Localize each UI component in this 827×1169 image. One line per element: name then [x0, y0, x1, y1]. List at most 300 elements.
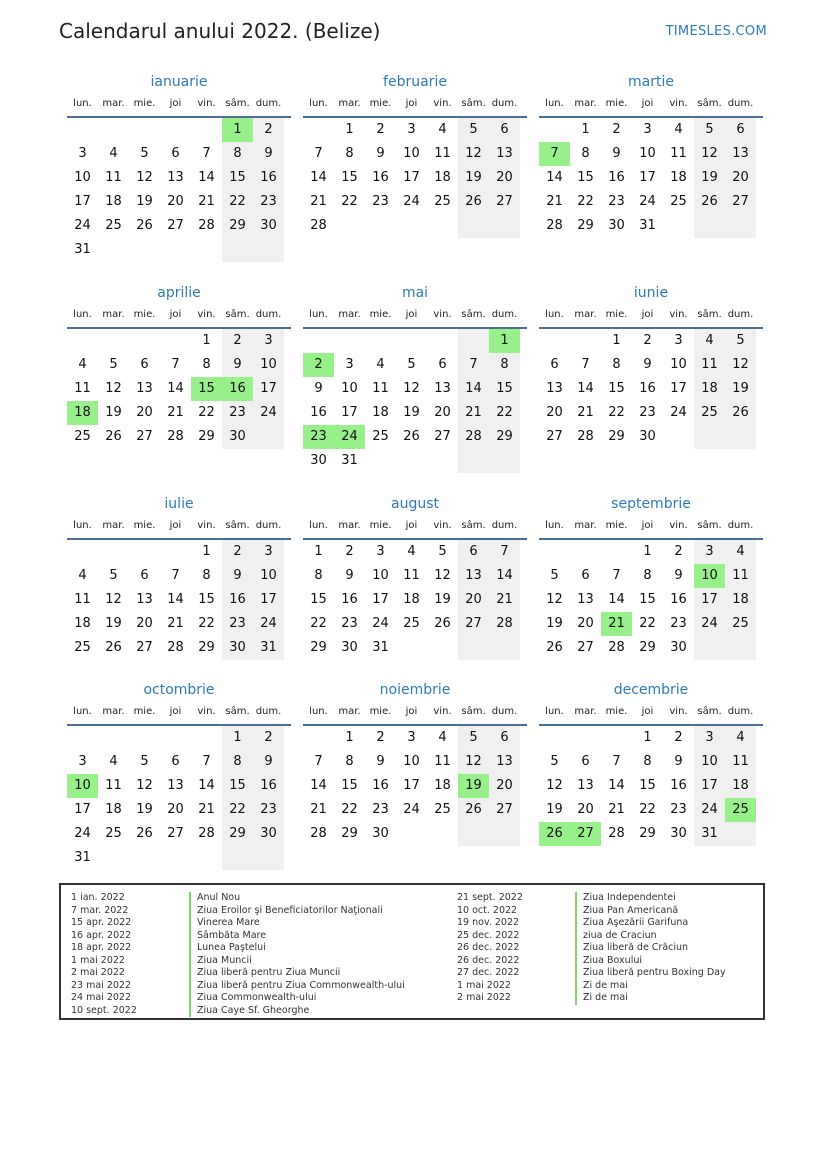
day-cell: 29 — [222, 822, 253, 846]
weekday-label: mar. — [574, 520, 597, 531]
day-cell: 25 — [403, 616, 420, 631]
day-cell: 23 — [670, 802, 687, 817]
holiday-date: 10 sept. 2022 — [71, 1004, 137, 1016]
day-cell: 19 — [694, 166, 725, 190]
day-cell: 8 — [314, 568, 323, 583]
weekday-label: sâm. — [225, 309, 250, 320]
day-cell: 13 — [489, 142, 520, 166]
day-cell: 8 — [612, 357, 621, 372]
month-name: octombrie — [143, 682, 215, 698]
weekday-label: sâm. — [697, 706, 722, 717]
day-cell: 2 — [674, 730, 683, 745]
holiday-date: 26 dec. 2022 — [457, 954, 520, 966]
day-cell: 23 — [222, 401, 253, 425]
day-cell: 31 — [694, 822, 725, 846]
day-cell: 9 — [674, 568, 683, 583]
empty-day-cell — [160, 846, 191, 870]
weekday-label: sâm. — [461, 309, 486, 320]
day-cell: 24 — [403, 802, 420, 817]
holiday-date: 1 mai 2022 — [457, 979, 511, 991]
holiday-name: Zi de mai — [575, 992, 628, 1005]
empty-day-cell — [458, 449, 489, 473]
day-cell: 11 — [403, 568, 420, 583]
day-cell: 25 — [74, 429, 91, 444]
day-cell: 22 — [489, 401, 520, 425]
day-cell: 16 — [222, 588, 253, 612]
day-cell: 4 — [78, 357, 87, 372]
day-cell: 22 — [198, 616, 215, 631]
empty-day-cell — [129, 118, 160, 142]
day-cell: 14 — [489, 564, 520, 588]
legend-row — [71, 930, 405, 943]
legend-column-left — [71, 892, 405, 1017]
days-grid — [539, 540, 763, 660]
empty-day-cell — [253, 425, 284, 449]
day-cell: 19 — [434, 592, 451, 607]
day-cell: 5 — [694, 118, 725, 142]
holiday-legend — [59, 883, 765, 1020]
legend-row — [457, 980, 726, 993]
day-cell: 26 — [403, 429, 420, 444]
day-cell: 11 — [105, 170, 122, 185]
day-cell: 7 — [612, 568, 621, 583]
empty-day-cell — [663, 214, 694, 238]
day-cell: 21 — [608, 802, 625, 817]
empty-day-cell — [160, 118, 191, 142]
day-cell: 30 — [372, 826, 389, 841]
days-grid — [539, 118, 763, 238]
weekday-label: mie. — [369, 309, 392, 320]
day-cell: 4 — [407, 544, 416, 559]
day-cell: 30 — [608, 218, 625, 233]
day-cell: 2 — [222, 540, 253, 564]
legend-row — [71, 917, 405, 930]
weekday-label: joi — [405, 98, 418, 109]
day-cell: 30 — [253, 822, 284, 846]
empty-day-cell — [191, 238, 222, 262]
empty-day-cell — [160, 238, 191, 262]
empty-day-cell — [160, 329, 191, 353]
day-cell: 5 — [458, 726, 489, 750]
day-cell: 16 — [341, 592, 358, 607]
day-cell: 29 — [577, 218, 594, 233]
weekday-label: vin. — [669, 309, 688, 320]
day-cell: 14 — [310, 170, 327, 185]
day-cell: 18 — [725, 774, 756, 798]
day-cell: 26 — [458, 190, 489, 214]
weekday-label: sâm. — [461, 98, 486, 109]
day-cell: 28 — [167, 640, 184, 655]
day-cell: 28 — [167, 429, 184, 444]
legend-row — [71, 942, 405, 955]
day-cell: 17 — [639, 170, 656, 185]
holiday-date: 25 dec. 2022 — [457, 929, 520, 941]
day-cell: 8 — [222, 142, 253, 166]
day-cell: 2 — [376, 122, 385, 137]
day-cell: 31 — [639, 218, 656, 233]
day-cell: 9 — [376, 754, 385, 769]
days-grid — [303, 329, 527, 473]
day-cell: 14 — [577, 381, 594, 396]
holiday-name: Ziua liberă de Crăciun — [575, 942, 688, 955]
days-grid — [539, 726, 763, 846]
day-cell: 30 — [639, 429, 656, 444]
day-cell: 17 — [74, 194, 91, 209]
day-cell: 27 — [167, 826, 184, 841]
day-cell: 11 — [694, 353, 725, 377]
day-cell: 2 — [674, 544, 683, 559]
weekday-label: vin. — [669, 520, 688, 531]
empty-day-cell — [129, 329, 160, 353]
empty-day-cell — [98, 329, 129, 353]
day-cell: 20 — [458, 588, 489, 612]
legend-column-right — [457, 892, 726, 1005]
day-cell: 1 — [643, 730, 652, 745]
day-cell: 15 — [198, 592, 215, 607]
empty-day-cell — [539, 118, 570, 142]
weekday-label: mar. — [102, 706, 125, 717]
holiday-name: ziua de Craciun — [575, 930, 657, 943]
empty-day-cell — [458, 214, 489, 238]
weekday-label: mie. — [369, 98, 392, 109]
weekday-label: dum. — [491, 706, 518, 717]
day-cell: 13 — [546, 381, 563, 396]
day-cell: 18 — [105, 802, 122, 817]
day-cell: 21 — [546, 194, 563, 209]
holiday-date: 7 mar. 2022 — [71, 904, 129, 916]
day-cell: 25 — [74, 640, 91, 655]
holiday-name: Ziua Aşezării Garifuna — [575, 917, 688, 930]
day-cell: 5 — [407, 357, 416, 372]
holiday-day-cell: 10 — [694, 564, 725, 588]
weekday-label: sâm. — [697, 520, 722, 531]
day-cell: 23 — [639, 405, 656, 420]
day-cell: 31 — [372, 640, 389, 655]
day-cell: 4 — [674, 122, 683, 137]
day-cell: 10 — [253, 564, 284, 588]
legend-row — [71, 980, 405, 993]
weekday-label: mie. — [133, 309, 156, 320]
days-grid — [67, 329, 291, 449]
days-grid — [303, 726, 527, 846]
day-cell: 31 — [253, 636, 284, 660]
day-cell: 29 — [489, 425, 520, 449]
empty-day-cell — [539, 329, 570, 353]
holiday-date: 26 dec. 2022 — [457, 942, 520, 953]
day-cell: 12 — [694, 142, 725, 166]
day-cell: 18 — [403, 592, 420, 607]
weekday-label: mie. — [133, 98, 156, 109]
day-cell: 18 — [694, 377, 725, 401]
empty-day-cell — [458, 636, 489, 660]
day-cell: 6 — [581, 568, 590, 583]
empty-day-cell — [303, 726, 334, 750]
weekday-label: mie. — [605, 98, 628, 109]
weekday-header — [67, 516, 291, 540]
day-cell: 7 — [612, 754, 621, 769]
day-cell: 18 — [372, 405, 389, 420]
holiday-day-cell: 24 — [334, 425, 365, 449]
day-cell: 18 — [670, 170, 687, 185]
day-cell: 7 — [489, 540, 520, 564]
day-cell: 30 — [222, 425, 253, 449]
empty-day-cell — [303, 118, 334, 142]
weekday-header — [539, 516, 763, 540]
day-cell: 24 — [639, 194, 656, 209]
day-cell: 12 — [546, 778, 563, 793]
holiday-day-cell: 23 — [303, 425, 334, 449]
empty-day-cell — [570, 726, 601, 750]
day-cell: 1 — [345, 122, 354, 137]
day-cell: 17 — [670, 381, 687, 396]
empty-day-cell — [98, 540, 129, 564]
empty-day-cell — [396, 329, 427, 353]
day-cell: 15 — [341, 778, 358, 793]
day-cell: 24 — [694, 798, 725, 822]
empty-day-cell — [427, 214, 458, 238]
day-cell: 10 — [639, 146, 656, 161]
day-cell: 12 — [105, 381, 122, 396]
day-cell: 15 — [577, 170, 594, 185]
weekday-header — [303, 516, 527, 540]
day-cell: 19 — [105, 616, 122, 631]
day-cell: 14 — [167, 592, 184, 607]
legend-row — [457, 905, 726, 918]
day-cell: 29 — [310, 640, 327, 655]
day-cell: 7 — [202, 146, 211, 161]
month-mai — [303, 283, 527, 473]
day-cell: 28 — [198, 218, 215, 233]
day-cell: 4 — [725, 726, 756, 750]
days-grid — [303, 118, 527, 238]
day-cell: 17 — [341, 405, 358, 420]
holiday-date: 15 apr. 2022 — [71, 917, 132, 928]
day-cell: 13 — [167, 170, 184, 185]
day-cell: 16 — [372, 778, 389, 793]
empty-day-cell — [129, 846, 160, 870]
empty-day-cell — [334, 214, 365, 238]
day-cell: 6 — [140, 357, 149, 372]
day-cell: 6 — [438, 357, 447, 372]
day-cell: 20 — [489, 774, 520, 798]
day-cell: 10 — [74, 170, 91, 185]
holiday-name: Ziua liberă pentru Boxing Day — [575, 967, 726, 980]
weekday-label: lun. — [73, 98, 92, 109]
day-cell: 22 — [222, 190, 253, 214]
weekday-label: dum. — [727, 520, 754, 531]
empty-day-cell — [222, 238, 253, 262]
day-cell: 20 — [434, 405, 451, 420]
empty-day-cell — [570, 540, 601, 564]
day-cell: 8 — [643, 568, 652, 583]
month-ianuarie — [67, 72, 291, 262]
site-link[interactable]: TIMESLES.COM — [665, 24, 767, 39]
holiday-name: Ziua Muncii — [189, 955, 252, 968]
weekday-label: mie. — [605, 520, 628, 531]
weekday-label: joi — [169, 520, 182, 531]
month-name: august — [391, 496, 439, 512]
empty-day-cell — [396, 636, 427, 660]
days-grid — [67, 540, 291, 660]
legend-row — [71, 1005, 405, 1018]
day-cell: 8 — [643, 754, 652, 769]
empty-day-cell — [253, 238, 284, 262]
weekday-label: vin. — [197, 98, 216, 109]
holiday-day-cell: 21 — [601, 612, 632, 636]
day-cell: 26 — [458, 798, 489, 822]
empty-day-cell — [663, 425, 694, 449]
day-cell: 3 — [253, 329, 284, 353]
day-cell: 7 — [458, 353, 489, 377]
holiday-day-cell: 2 — [303, 353, 334, 377]
day-cell: 13 — [489, 750, 520, 774]
day-cell: 27 — [136, 640, 153, 655]
day-cell: 5 — [725, 329, 756, 353]
day-cell: 15 — [222, 166, 253, 190]
empty-day-cell — [396, 214, 427, 238]
empty-day-cell — [303, 329, 334, 353]
day-cell: 16 — [372, 170, 389, 185]
weekday-label: mie. — [605, 706, 628, 717]
weekday-label: mie. — [133, 520, 156, 531]
day-cell: 16 — [639, 381, 656, 396]
weekday-header — [303, 702, 527, 726]
empty-day-cell — [191, 726, 222, 750]
weekday-header — [539, 702, 763, 726]
day-cell: 21 — [198, 802, 215, 817]
day-cell: 20 — [725, 166, 756, 190]
day-cell: 21 — [310, 802, 327, 817]
month-name: septembrie — [611, 496, 691, 512]
day-cell: 2 — [376, 730, 385, 745]
empty-day-cell — [601, 540, 632, 564]
day-cell: 20 — [136, 405, 153, 420]
weekday-label: joi — [169, 98, 182, 109]
page-title: Calendarul anului 2022. (Belize) — [59, 19, 381, 43]
day-cell: 27 — [489, 798, 520, 822]
weekday-label: dum. — [727, 98, 754, 109]
empty-day-cell — [694, 214, 725, 238]
weekday-label: dum. — [727, 309, 754, 320]
holiday-name: Vinerea Mare — [189, 917, 260, 930]
day-cell: 1 — [222, 726, 253, 750]
day-cell: 19 — [403, 405, 420, 420]
day-cell: 3 — [376, 544, 385, 559]
day-cell: 26 — [105, 640, 122, 655]
holiday-day-cell: 1 — [489, 329, 520, 353]
empty-day-cell — [570, 329, 601, 353]
day-cell: 6 — [171, 146, 180, 161]
day-cell: 29 — [198, 640, 215, 655]
empty-day-cell — [365, 449, 396, 473]
day-cell: 20 — [489, 166, 520, 190]
holiday-date: 24 mai 2022 — [71, 992, 132, 1003]
day-cell: 20 — [167, 802, 184, 817]
day-cell: 22 — [341, 802, 358, 817]
day-cell: 2 — [253, 118, 284, 142]
day-cell: 28 — [458, 425, 489, 449]
empty-day-cell — [129, 540, 160, 564]
legend-row — [71, 955, 405, 968]
day-cell: 25 — [105, 218, 122, 233]
day-cell: 3 — [407, 122, 416, 137]
month-name: februarie — [383, 74, 447, 90]
holiday-name: Ziua Commonwealth-ului — [189, 992, 316, 1005]
day-cell: 15 — [608, 381, 625, 396]
day-cell: 9 — [376, 146, 385, 161]
weekday-label: lun. — [545, 706, 564, 717]
day-cell: 12 — [136, 778, 153, 793]
month-aprilie — [67, 283, 291, 449]
weekday-label: mar. — [338, 98, 361, 109]
weekday-label: lun. — [309, 520, 328, 531]
day-cell: 31 — [74, 850, 91, 865]
day-cell: 1 — [202, 333, 211, 348]
day-cell: 23 — [670, 616, 687, 631]
weekday-header — [303, 94, 527, 118]
day-cell: 1 — [345, 730, 354, 745]
empty-day-cell — [67, 329, 98, 353]
day-cell: 9 — [222, 564, 253, 588]
day-cell: 25 — [434, 194, 451, 209]
legend-row — [457, 917, 726, 930]
month-name: iulie — [164, 496, 194, 512]
month-name: aprilie — [157, 285, 201, 301]
weekday-label: vin. — [669, 98, 688, 109]
holiday-date: 1 mai 2022 — [71, 954, 125, 966]
day-cell: 16 — [608, 170, 625, 185]
day-cell: 6 — [140, 568, 149, 583]
day-cell: 30 — [310, 453, 327, 468]
weekday-label: dum. — [491, 309, 518, 320]
day-cell: 23 — [341, 616, 358, 631]
day-cell: 28 — [489, 612, 520, 636]
day-cell: 3 — [253, 540, 284, 564]
weekday-label: mar. — [574, 309, 597, 320]
holiday-name: Ziua Independentei — [575, 892, 676, 905]
day-cell: 2 — [222, 329, 253, 353]
weekday-label: vin. — [669, 706, 688, 717]
legend-row — [71, 892, 405, 905]
day-cell: 17 — [372, 592, 389, 607]
month-iulie — [67, 494, 291, 660]
weekday-header — [303, 305, 527, 329]
day-cell: 2 — [643, 333, 652, 348]
day-cell: 19 — [458, 166, 489, 190]
day-cell: 13 — [167, 778, 184, 793]
legend-row — [71, 992, 405, 1005]
day-cell: 28 — [608, 640, 625, 655]
weekday-label: lun. — [545, 98, 564, 109]
day-cell: 20 — [577, 802, 594, 817]
empty-day-cell — [458, 329, 489, 353]
weekday-label: vin. — [197, 309, 216, 320]
day-cell: 22 — [341, 194, 358, 209]
day-cell: 21 — [167, 616, 184, 631]
weekday-label: joi — [405, 520, 418, 531]
month-martie — [539, 72, 763, 238]
day-cell: 22 — [310, 616, 327, 631]
day-cell: 3 — [694, 726, 725, 750]
empty-day-cell — [539, 540, 570, 564]
weekday-label: vin. — [433, 520, 452, 531]
weekday-header — [67, 702, 291, 726]
day-cell: 27 — [167, 218, 184, 233]
weekday-label: sâm. — [225, 98, 250, 109]
day-cell: 17 — [694, 588, 725, 612]
day-cell: 21 — [458, 401, 489, 425]
weekday-label: mar. — [102, 309, 125, 320]
